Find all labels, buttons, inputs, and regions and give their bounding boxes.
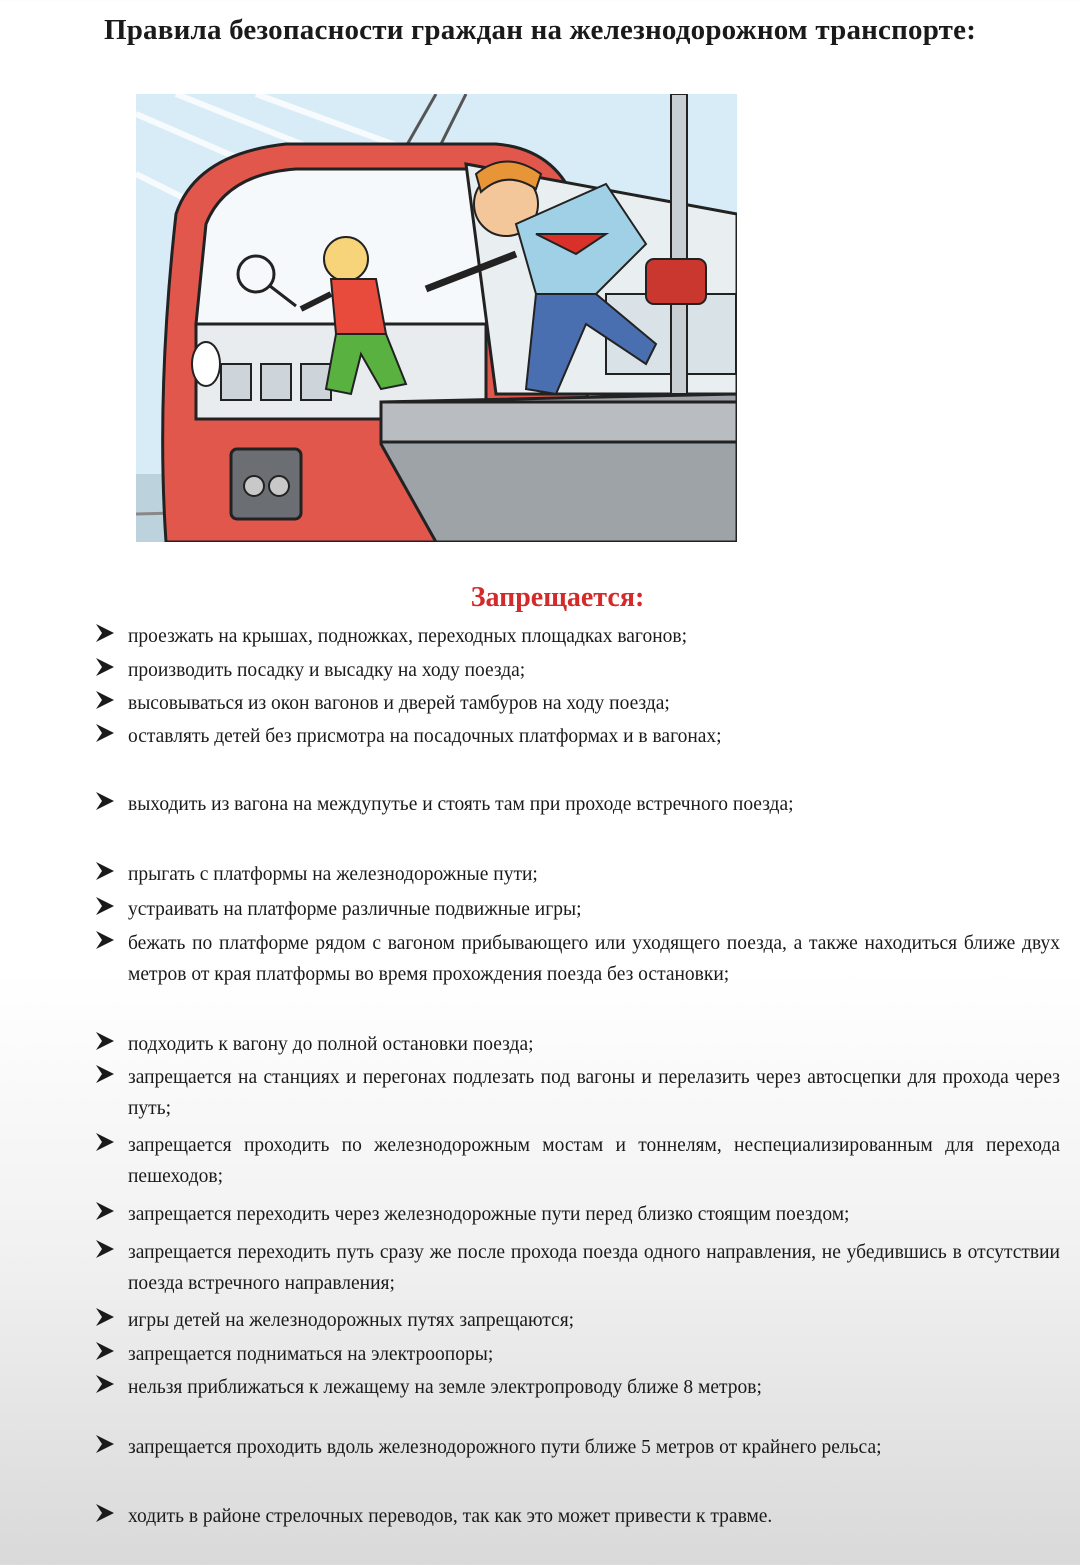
rule-text: высовываться из окон вагонов и дверей тамбуров на ходу поезда; <box>128 693 670 714</box>
rule-text: выходить из вагона на междупутье и стоять там при проходе встречного поезда; <box>128 794 794 815</box>
rule-text: оставлять детей без присмотра на посадочных платформах и в вагонах; <box>128 726 722 747</box>
arrowhead-bullet-icon <box>94 929 116 951</box>
rule-text: устраивать на платформе различные подвижные игры; <box>128 899 582 920</box>
arrowhead-bullet-icon <box>94 1306 116 1328</box>
rule-text: запрещается подниматься на электроопоры; <box>128 1344 494 1365</box>
arrowhead-bullet-icon <box>94 1131 116 1153</box>
rule-text: нельзя приближаться к лежащему на земле электропроводу ближе 8 метров; <box>128 1377 762 1398</box>
rule-text: проезжать на крышах, подножках, переходных площадках вагонов; <box>128 626 688 647</box>
arrowhead-bullet-icon <box>94 1238 116 1260</box>
arrowhead-bullet-icon <box>94 790 116 812</box>
rule-text: производить посадку и высадку на ходу поезда; <box>128 660 526 681</box>
arrowhead-bullet-icon <box>94 656 116 678</box>
arrowhead-bullet-icon <box>94 1200 116 1222</box>
arrowhead-bullet-icon <box>94 1063 116 1085</box>
arrowhead-bullet-icon <box>94 860 116 882</box>
rule-text: запрещается переходить через железнодорожные пути перед близко стоящим поездом; <box>128 1204 850 1225</box>
arrowhead-bullet-icon <box>94 895 116 917</box>
arrowhead-bullet-icon <box>94 1373 116 1395</box>
page-title: Правила безопасности граждан на железнодорожном транспорте: <box>103 14 977 46</box>
rule-text: запрещается на станциях и перегонах подлезать под вагоны и перелазить через автосцепки для прохода через путь; <box>128 1067 1060 1119</box>
rule-text: игры детей на железнодорожных путях запрещаются; <box>128 1310 575 1331</box>
rule-text: запрещается переходить путь сразу же после прохода поезда одного направления, не убедившись в отсутствии поезда встречного направления; <box>128 1242 1060 1294</box>
rule-text: запрещается проходить вдоль железнодорожного пути ближе 5 метров от крайнего рельса; <box>128 1437 882 1458</box>
arrowhead-bullet-icon <box>94 1433 116 1455</box>
rule-text: запрещается проходить по железнодорожным мостам и тоннелям, неспециализированным для перехода пешеходов; <box>128 1135 1060 1187</box>
rule-text: прыгать с платформы на железнодорожные пути; <box>128 864 538 885</box>
forbidden-heading: Запрещается: <box>470 582 645 613</box>
rule-text: бежать по платформе рядом с вагоном прибывающего или уходящего поезда, а также находиться ближе двух метров от края платформы во время прохождения поезда без остановки; <box>128 933 1060 985</box>
arrowhead-bullet-icon <box>94 722 116 744</box>
arrowhead-bullet-icon <box>94 1340 116 1362</box>
arrowhead-bullet-icon <box>94 622 116 644</box>
arrowhead-bullet-icon <box>94 1502 116 1524</box>
arrowhead-bullet-icon <box>94 689 116 711</box>
rule-text: подходить к вагону до полной остановки поезда; <box>128 1034 534 1055</box>
arrowhead-bullet-icon <box>94 1030 116 1052</box>
rule-text: ходить в районе стрелочных переводов, так как это может привести к травме. <box>128 1506 773 1527</box>
